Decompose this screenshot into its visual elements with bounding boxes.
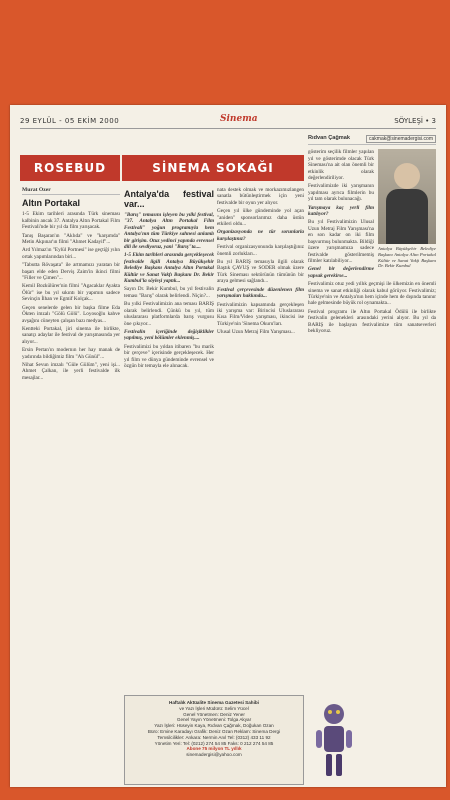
page-number: SÖYLEŞİ • 3 (394, 117, 436, 125)
photo-block (378, 149, 436, 268)
interview-column-2 (217, 187, 304, 682)
paragraph: nata destek olmak ve morkazımızlangen sanatla bütünleştirmek için yeni festivalde bir oyun yer alıyor. (217, 187, 304, 206)
credits-line: Yönetim Yeri: Tel: (0212) 274 54 85 Faks: 0 212 274 54 85 (154, 740, 274, 746)
sinema-sokagi-banner: SİNEMA SOKAĞI (122, 155, 304, 181)
paragraph: "Tabutta Rövaşata" ile artmamızı yaratan bir başarı elde eden Derviş Zaim'in ikinci filmi "Filler ve Çimen"... (22, 262, 120, 282)
paragraph: Festival organizasyonunda karşılaştığınız önemli zorlukları... (217, 244, 304, 257)
question: Festival çerçevesinde düzenlenen film yarışmaları hakkında... (217, 286, 304, 300)
credits-line: Genel Yayın Yönetmeni: Tolga Akyar (176, 717, 252, 723)
issue-date: 29 EYLÜL - 05 EKİM 2000 (20, 117, 120, 125)
paragraph: Kentteki Portakal, jiri sinema ile birlikte, sanatçı adaylar ile festival de yarışmasında yer alıyor... (22, 325, 120, 345)
portrait-photo (378, 149, 436, 244)
column-title: Altın Portakal (22, 198, 81, 209)
credits-line: Büro: Emine Karadayı Grafik: Deniz Ozan Reklam: Sinema Dergi (147, 728, 281, 734)
paragraph: Nihat Sevun imzalı "Güle Gülüm", yeni işi... Ahmet Çalkan, ile yerli festivalde ilk mesajlar... (22, 361, 120, 381)
paragraph: Festivalimizin kapsamında gerçekleşen iki yarışma var: Birincisi Uluslararası Kısa Film/Video yarışması, ikincisi ise Türkiye'nin 'Sinema Okuru'ları. (217, 301, 304, 327)
rosebud-column (22, 187, 120, 782)
paragraph: Geçen senelerde gelen bir başka filme Eda Ökten imzalı "Gölü Gölü". Loyosoğlu kahve avşağını cüneyten çalışan bazı medyas... (22, 304, 120, 324)
article-lead: "Barış" temasını işleyen bu yılki festival, "37. Antalya Altın Portakal Film Festivali" yoğun programıyla hem Antalya'nın tüm Türkiye sahnesi anlamlı bir girişim. Otuz yedinci yapında evrensel dili ile sevdiyoruz, yani "Barış"ta.... (124, 212, 214, 251)
paragraph: Kemil Bozkülürer'nin filmi "Agacaklar Ayakta Ölür" ise bu yıl sıkıntı bir yapımın sadece Sevinçin İlhan ve Egmif Kolçak... (22, 283, 120, 303)
column-author: Murat Özer (22, 187, 120, 195)
paragraph: Festivalin içeriğinde değişiklikler yapılmış, yeni bölümler eklenmiş.... (124, 328, 214, 342)
paragraph: Bu yıl BARIŞ temasıyla ilgili olarak Baştık ÇAVUŞ ve SODER olmak üzere Türk Sineması sektörünün tümünün bir araya gelmesi sağlandı... (217, 259, 304, 285)
photo-caption: Antalya Büyükşehir Belediye Başkanı Antalya Altın Portakal Kültür ve Sanat Vakfı Başkanı Dr. Bekir Kumbul (378, 246, 436, 269)
robot-illustration (310, 700, 358, 782)
paragraph: Tanış Başaran'ın "Aklıda" ve "karşımda" Metin Akpınar'ın filmi "Ahmet Kadayif"... (22, 232, 120, 246)
article-quote: 1-5 Ekim tarihleri arasında gerçekleşecek festivalde ilgili Antalya Büyükşehir Belediye Başkanı Antalya Altın Portakal Kültür ve Sanat Vakfı Başkanı Dr. Bekir Kumbul'la söyleşi yaptık... (124, 252, 214, 285)
paragraph: Sayın Dr. Bekir Kumbul, bu yıl festivalin teması "Barış" olarak belirlendi. Niçin?... (124, 286, 214, 299)
column-author: Rıdvan Çağmak (308, 135, 350, 141)
article-title: Antalya'da festival var... (124, 189, 214, 209)
question: Genel bir değerlendirme yapsak gerekirse... (308, 266, 374, 279)
masthead-credits-box (124, 695, 304, 785)
paragraph: Ulusal Uzun Metraj Film Yarışması... (217, 329, 295, 336)
credits-line: ve Yazı İşleri Müdürü: Selim Yücel (179, 705, 249, 711)
paragraph: Geçen yıl ülke gündeminde yol açan "aniden" sponsorlarımız daha üstün etkileri oldu... (217, 208, 304, 228)
question: Organizasyonda ne tür sorunlarla karşılaştınız? (217, 229, 304, 242)
paragraph: Festivalimizde iki yarışmanın yapılması ayrıca filmlerin bu yıl tam olarak bulunacağı. (308, 183, 374, 203)
interview-column-1 (124, 187, 214, 682)
credits-line: Temsilcilikler: Ankara: Nermin Anıl Tel: (0312) 433 11 92 (157, 734, 271, 740)
contact-email: sinemadergisi@yahoo.com (186, 752, 242, 758)
author-bar (308, 135, 436, 145)
paragraph: Ard Yılmaz'ın "Eylül Portnesi" ise geçtiği yılın ortak yapımlarından biri... (22, 247, 120, 260)
subscription-line: Abone 75 milyon TL yıllık (186, 746, 242, 752)
header-rule (20, 128, 436, 129)
rosebud-banner: ROSEBUD (20, 155, 120, 181)
paragraph: gösterim seçilik filmler yapılan yıl ve gösterimde olacak Türk Sineması'na ait olan önemli bir etkinlik olarak değerlendiriliyor. (308, 149, 374, 182)
paragraph: Festivalimiz otuz yedi yıllık geçmişi ile ülkemizin en önemli sinema ve sanat etkinliği olarak kabul görüyor. Festivalimiz; Türkiye'nin ve Antalya'nın hem içinde hem de dışında tanınır hale gelmesinde büyük rol oynamakta... (308, 281, 436, 307)
credits-line: Yazı İşleri: Hüseyin Kaya, Rıdvan Çağmak, Doğukan Ozan (154, 723, 274, 729)
paragraph: 1-5 Ekim tarihleri arasında Türk sineması kalbinin ancak 37. Antalya Altın Portakal Film Festivali'nde bir yıl da film yarışacak. (22, 211, 120, 231)
interview-column-3 (308, 135, 436, 782)
newspaper-page (10, 105, 446, 787)
paragraph: Festivalimizi bu yıldan itibaren "bu marik bir çerçeve" içerisinde gerçekleşecek. Her yıl film ve dünya gündeminde evrensel ve özgün bir temayla ele alınacak. (124, 343, 214, 369)
paragraph: Bu yıl Festivalimizin Ulusal Uzun Metraj Film Yarışması'na en son kadar on iki film başvurmuş bulunmakta. Bildiği üzere yarışmamıza sadece festivalde gösterilmemiş filmler katılabiliyor... (308, 219, 374, 264)
author-email: cakmak@sinemadergisi.com (366, 135, 436, 143)
masthead-logo: Sinema (220, 114, 258, 124)
paragraph: Bu yılki Festivalimizin ana teması BARIŞ olarak belirlendi. Çünkü bu yıl, tüm uluslararası platformlarda barış vurgusu öne çıkıyor... (124, 301, 214, 327)
question: Yarışmaya kaç yerli film katılıyor? (308, 204, 374, 218)
paragraph: Festival programı ile Altın Portakal Ödülü ile birlikte festivalin gelenekleri arasındaki yerini alıyor. Bu yıl da BARIŞ ile başlayan festivalimize tüm sanatseverleri bekliyoruz. (308, 308, 436, 334)
credits-line: Genel Yönetmen: Deniz Yener (183, 711, 245, 717)
credits-title: Haftalık Aktüalite Sinema Gazetesi Sahibi (169, 700, 259, 705)
paragraph: Ersin Pertan'ın modernın her hay manak de yadırında bildiğimiz film "Ah Günül"... (22, 347, 120, 360)
